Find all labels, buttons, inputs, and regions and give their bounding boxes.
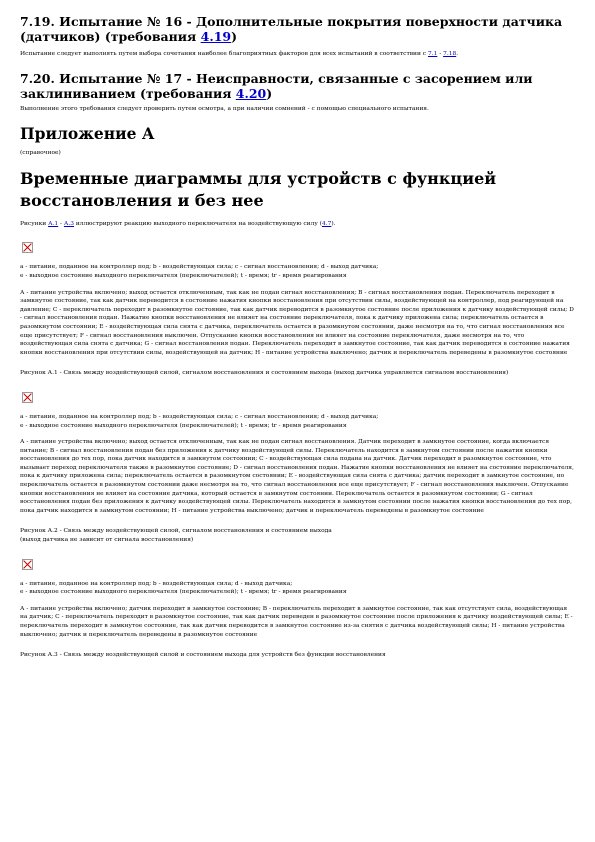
section-7-19-body: Испытание следует выполнять путем выбора сочетания наиболее благоприятных факторов для всех испытаний в соответствии с 7.1 - 7.18.	[20, 51, 459, 57]
figure-a3-legend-line2: e - выходное состояние выходного переключателя (переключателей); t - время; tr - время реагирования	[20, 589, 347, 596]
figure-a2-broken-image-icon	[22, 392, 33, 403]
appendix-subtitle: Временные диаграммы для устройств с функцией восстановления и без нее	[20, 168, 497, 210]
figure-a3-broken-image-icon	[22, 559, 33, 570]
figure-a1-description: А - питание устройства включено; выход остается отключенным, так как не подан сигнал восстановления; В - сигнал восстановления подан. Переключатель переходит в замкнутое состояние, так как датчик переводится в состояние нажатия кнопки восстановления при отсутствии силы, воздействующей на контроллер, под реагирующей на давление; С - переключатель переходит в разомкнутое состояние, так как датчик переводится в разомкнутое состояние после приложения к датчику воздействующей силы; D - сигнал восстановления подан. Нажатие кнопки восстановления не влияет на состояние переключателя, пока к датчику приложена сила; переключатель остается в разомкнутом состоянии; Е - воздействующая сила снята с датчика, переключатель остается в разомкнутом состоянии, даже несмотря на то, что сигнал восстановления все еще присутствует; F - сигнал восстановления выключен. Отпускание кнопки восстановления не влияет на состояние переключателя, даже несмотря на то, что воздействующая сила снята с датчика; G - сигнал восстановления подан. Переключатель переходит в замкнутое состояние, так как датчик переводится в состояние нажатия кнопки восстановления при отсутствии силы, воздействующей на датчик; Н - питание устройства выключено; датчик и переключатель переведены в разомкнутое состояние	[20, 289, 574, 356]
section-7-20-heading: 7.20. Испытание № 17 - Неисправности, связанные с засорением или заклиниванием (требования 4.20)	[20, 70, 533, 101]
link-fig-a1[interactable]: А.1	[48, 220, 59, 227]
link-4-19[interactable]: 4.19	[200, 29, 232, 44]
figure-a2-legend-line2: e - выходное состояние выходного переключателя (переключателей); t - время; tr - время реагирования	[20, 422, 347, 429]
figure-a2-description: А - питание устройства включено; выход остается отключенным, так как не подан сигнал восстановления. Датчик переходит в замкнутое состояние, когда включается питание; В - сигнал восстановления подан без приложения к датчику воздействующей силы. Переключатель находится в замкнутом состоянии после нажатия кнопки восстановления до тех пор, пока датчик находится в замкнутом состоянии; С - воздействующая сила подана на датчик. Датчик переходит в разомкнутое состояние, что вызывает переход переключателя также в разомкнутое состояние; D - сигнал восстановления подан. Нажатие кнопки восстановления не влияет на состояние переключателя, пока к датчику приложена сила; переключатель остается в разомкнутом состоянии; Е - воздействующая сила снята с датчика; датчик переходит в замкнутое состояние, но переключатель остается в разомкнутом состоянии даже несмотря на то, что сигнал восстановления все еще присутствует; F - сигнал восстановления выключен. Отпускание кнопки восстановления не влияет на состояние датчика, который остается в замкнутом состоянии. Переключатель остается в разомкнутом состоянии; G - сигнал восстановления подан без приложения к датчику воздействующей силы. Переключатель находится в замкнутом состоянии после нажатия кнопки восстановления до тех пор, пока датчик находится в замкнутом состоянии; Н - питание устройства выключено; датчик и переключатель переведены в разомкнутое состояние	[20, 439, 574, 514]
link-fig-a3[interactable]: А.3	[63, 220, 74, 227]
figure-a1-caption: Рисунок А.1 - Связь между воздействующей силой, сигналом восстановления и состоянием выхода (выход датчика управляется сигналом восстановления)	[20, 370, 509, 377]
figure-a3-description: А - питание устройства включено; датчик переходит в замкнутое состояние; В - переключатель переходит в замкнутое состояние, так как отсутствует сила, воздействующая на датчик; С - переключатель переходит в разомкнутое состояние, так как датчик переведен в разомкнутое состояние после приложения к датчику воздействующей силы; Е - переключатель переходит в замкнутое состояние, так как датчик переводится в замкнутое состояние из-за снятия с датчика воздействующей силы; Н - питание устройства выключено; датчик и переключатель переведены в разомкнутое состояние	[20, 605, 573, 638]
appendix-reference: Рисунки А.1 - А.3 иллюстрируют реакцию выходного переключателя на воздействующую силу (4.7).	[20, 220, 336, 227]
appendix-note: (справочное)	[20, 150, 61, 157]
section-7-19-heading: 7.19. Испытание № 16 - Дополнительные покрытия поверхности датчика (датчиков) (требования 4.19)	[20, 14, 563, 44]
appendix-title: Приложение А	[20, 124, 155, 144]
figure-a1-legend-line2: e - выходное состояние выходного переключателя (переключателей); t - время; tr - время реагирования	[20, 272, 347, 279]
link-4-7[interactable]: 4.7	[321, 220, 332, 227]
figure-a3-caption: Рисунок А.3 - Связь между воздействующей силой и состоянием выхода для устройств без функции восстановления	[20, 652, 386, 659]
figure-a3-legend-line1: а - питание, поданное на контроллер под; b - воздействующая сила; d - выход датчика;	[20, 580, 293, 587]
figure-a2-legend-line1: а - питание, поданное на контроллер под; b - воздействующая сила; c - сигнал восстановления; d - выход датчика;	[20, 413, 379, 420]
link-7-1[interactable]: 7.1	[427, 51, 438, 57]
figure-a1-broken-image-icon	[22, 242, 33, 253]
figure-a2-caption-line2: (выход датчика не зависит от сигнала восстановления)	[20, 537, 194, 544]
section-7-20-body: Выполнение этого требования следует проверить путем осмотра, а при наличии сомнений - с помощью специального испытания.	[20, 105, 429, 112]
link-7-18[interactable]: 7.18	[443, 51, 457, 57]
figure-a2-caption-line1: Рисунок А.2 - Связь между воздействующей силой, сигналом восстановления и состоянием выхода	[20, 528, 332, 535]
link-4-20[interactable]: 4.20	[235, 85, 267, 101]
figure-a1-legend-line1: а - питание, поданное на контроллер под; b - воздействующая сила; c - сигнал восстановления; d - выход датчика;	[20, 264, 379, 271]
